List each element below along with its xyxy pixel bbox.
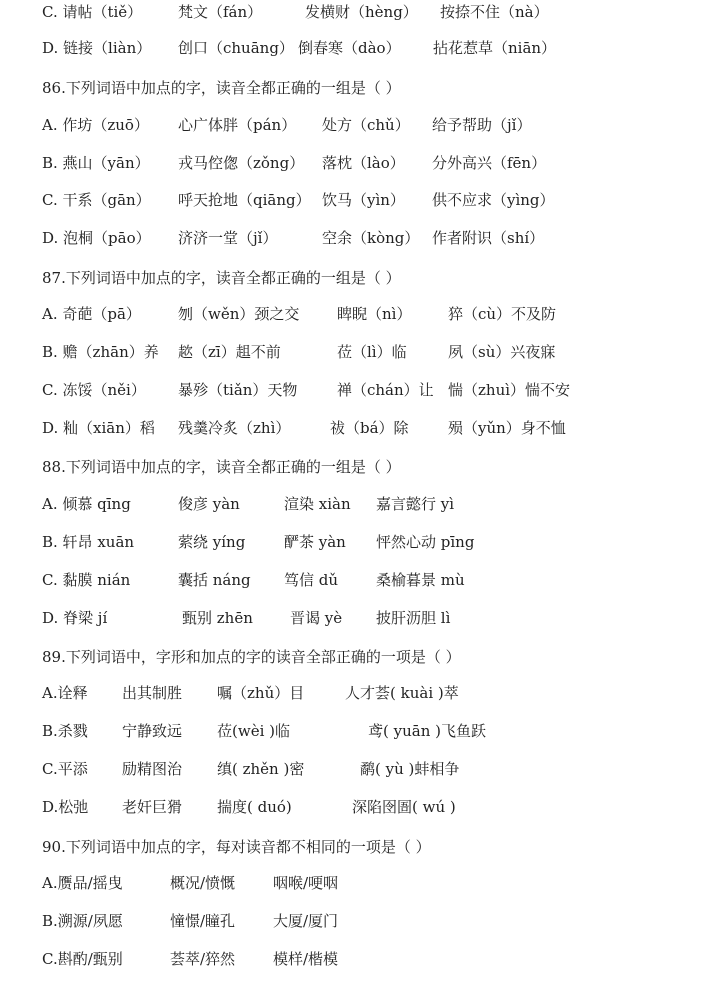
option-item: D. 脊梁 jí (42, 609, 108, 627)
option-item: 呼天抢地（qiāng） (178, 191, 311, 209)
option-item: 暴殄（tiǎn）天物 (178, 381, 298, 399)
option-item: A.诠释 (42, 684, 88, 702)
option-item: 怦然心动 pīng (376, 533, 475, 551)
option-item: 鹬( yù )蚌相争 (360, 760, 460, 778)
option-item: 刎（wěn）颈之交 (178, 305, 300, 323)
option-item: 残羹冷炙（zhì） (178, 419, 291, 437)
option-item: D. 链接（liàn） (42, 39, 152, 57)
question-stem: 86.下列词语中加点的字，读音全都正确的一组是（ ） (42, 79, 401, 97)
option-item: 缜( zhěn )密 (217, 760, 305, 778)
option-item: 嘱（zhǔ）目 (217, 684, 305, 702)
option-item: 趑（zī）趄不前 (178, 343, 281, 361)
option-item: 处方（chǔ） (322, 116, 410, 134)
option-item: 禅（chán）让 (337, 381, 434, 399)
option-item: B. 燕山（yān） (42, 154, 150, 172)
option-item: 萦绕 yíng (178, 533, 246, 551)
option-item: C.斟酌/甄别 (42, 950, 123, 968)
option-item: 按捺不住（nà） (440, 3, 549, 21)
option-item: A. 奇葩（pā） (42, 305, 141, 323)
option-item: 嘉言懿行 yì (376, 495, 455, 513)
option-item: 分外高兴（fēn） (432, 154, 547, 172)
option-item: D. 籼（xiān）稻 (42, 419, 155, 437)
option-item: 咽喉/哽咽 (273, 874, 339, 892)
option-item: C. 请帖（tiě） (42, 3, 143, 21)
question-stem: 88.下列词语中加点的字，读音全都正确的一组是（ ） (42, 458, 401, 476)
option-item: 模样/楷模 (273, 950, 339, 968)
option-item: 创口（chuāng） (178, 39, 294, 57)
option-item: 披肝沥胆 lì (376, 609, 451, 627)
option-item: B.溯源/夙愿 (42, 912, 123, 930)
option-item: 深陷囹圄( wú ) (352, 798, 456, 816)
option-item: 人才荟( kuài )萃 (345, 684, 459, 702)
option-item: B. 轩昂 xuān (42, 533, 135, 551)
option-item: 出其制胜 (122, 684, 183, 702)
option-item: 渲染 xiàn (284, 495, 351, 513)
option-item: 憧憬/瞳孔 (170, 912, 236, 930)
option-item: A.赝品/摇曳 (42, 874, 123, 892)
option-item: 概况/愤慨 (170, 874, 236, 892)
option-item: 老奸巨猾 (122, 798, 183, 816)
option-item: D.松弛 (42, 798, 89, 816)
option-item: 济济一堂（jǐ） (178, 229, 278, 247)
option-item: 饮马（yìn） (322, 191, 405, 209)
option-item: B.杀戮 (42, 722, 88, 740)
option-item: 梵文（fán） (178, 3, 263, 21)
option-item: 大厦/厦门 (273, 912, 339, 930)
option-item: 倒春寒（dào） (298, 39, 401, 57)
option-item: 酽茶 yàn (284, 533, 346, 551)
option-item: 甄别 zhēn (182, 609, 253, 627)
option-item: 莅(wèi )临 (217, 722, 290, 740)
option-item: 作者附识（shí） (432, 229, 545, 247)
question-stem: 87.下列词语中加点的字，读音全都正确的一组是（ ） (42, 269, 401, 287)
option-item: 笃信 dǔ (284, 571, 339, 589)
option-item: C. 黏膜 nián (42, 571, 131, 589)
option-item: C.平添 (42, 760, 88, 778)
option-item: 莅（lì）临 (337, 343, 407, 361)
option-item: 戎马倥偬（zǒng） (178, 154, 305, 172)
option-item: A. 作坊（zuō） (42, 116, 149, 134)
option-item: 惴（zhuì）惴不安 (448, 381, 571, 399)
option-item: 揣度( duó) (217, 798, 292, 816)
option-item: 励精图治 (122, 760, 183, 778)
question-stem: 89.下列词语中，字形和加点的字的读音全部正确的一项是（ ） (42, 648, 461, 666)
option-item: 猝（cù）不及防 (448, 305, 557, 323)
option-item: 夙（sù）兴夜寐 (448, 343, 556, 361)
option-item: 拈花惹草（niān） (433, 39, 557, 57)
option-item: 桑榆暮景 mù (376, 571, 465, 589)
question-stem: 90.下列词语中加点的字，每对读音都不相同的一项是（ ） (42, 838, 431, 856)
option-item: 落枕（lào） (322, 154, 405, 172)
option-item: C. 干系（gān） (42, 191, 151, 209)
option-item: B. 赡（zhān）养 (42, 343, 159, 361)
option-item: 囊括 náng (178, 571, 251, 589)
option-item: 祓（bá）除 (330, 419, 409, 437)
option-item: 给予帮助（jǐ） (432, 116, 532, 134)
option-item: D. 泡桐（pāo） (42, 229, 151, 247)
option-item: 睥睨（nì） (337, 305, 412, 323)
option-item: A. 倾慕 qīng (42, 495, 131, 513)
option-item: 宁静致远 (122, 722, 183, 740)
option-item: C. 冻馁（něi） (42, 381, 146, 399)
option-item: 发横财（hèng） (305, 3, 418, 21)
option-item: 空余（kòng） (322, 229, 420, 247)
option-item: 俊彦 yàn (178, 495, 240, 513)
option-item: 心广体胖（pán） (178, 116, 297, 134)
option-item: 鸢( yuān )飞鱼跃 (368, 722, 486, 740)
option-item: 供不应求（yìng） (432, 191, 555, 209)
option-item: 荟萃/猝然 (170, 950, 236, 968)
option-item: 晋谒 yè (290, 609, 343, 627)
option-item: 殒（yǔn）身不恤 (448, 419, 566, 437)
